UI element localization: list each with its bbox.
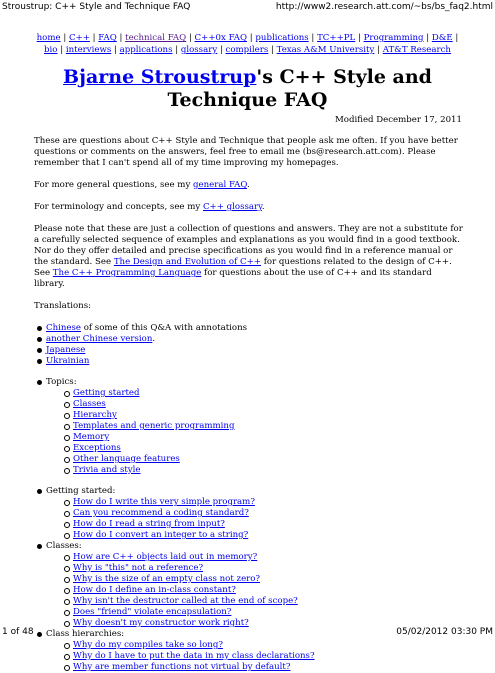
- nav-link-d-e[interactable]: D&E: [431, 33, 453, 43]
- translation-item: [34, 356, 464, 367]
- translation-item: Chinese of some of this Q&A with annotations: [34, 323, 464, 334]
- question-link[interactable]: How do I read a string from input?: [73, 519, 225, 529]
- question-item: [62, 497, 464, 508]
- translations-label: Translations:: [34, 301, 91, 311]
- question-link[interactable]: Why isn't the destructor called at the end of scope?: [73, 596, 298, 606]
- question-item: [62, 574, 464, 585]
- topic-link[interactable]: Templates and generic programming: [73, 421, 235, 431]
- nav-separator: |: [172, 45, 181, 55]
- topic-link[interactable]: Trivia and style: [73, 465, 141, 475]
- print-footer: [0, 624, 495, 640]
- question-item: [62, 519, 464, 530]
- print-header: [0, 0, 495, 16]
- note-paragraph: Please note that these are just a collection of questions and answers. They are not a substitute for a carefully selected sequence of examples and explanations as you would find in a good textbook. Nor do they offer detailed and precise specifications as you would find in a reference manual or the standard. See The Design and Evolution of C++ for questions related to the design of C++. See The C++ Programming Language for questions about the use of C++ and its standard library.: [34, 224, 463, 289]
- question-item: [62, 640, 464, 651]
- question-link[interactable]: How do I convert an integer to a string?: [73, 530, 249, 540]
- question-item: [62, 651, 464, 662]
- section-item: [34, 486, 464, 541]
- translations-list: [34, 323, 464, 367]
- page-title: [20, 66, 475, 112]
- page-number: 1 of 48: [2, 627, 34, 637]
- general-faq-paragraph: For more general questions, see my general FAQ.: [34, 180, 250, 190]
- nav-link-c-0x-faq[interactable]: C++0x FAQ: [194, 33, 248, 43]
- nav-separator: |: [268, 45, 277, 55]
- print-datetime: 05/02/2012 03:30 PM: [396, 627, 493, 637]
- list-item: Topics: Getting started Classes Hierarchy Templates and generic programming Memory Exceptions Other language features Trivia and style: [34, 377, 464, 476]
- question-item: [62, 662, 464, 673]
- modified-date: Modified December 17, 2011: [335, 115, 462, 125]
- nav-separator: |: [452, 33, 459, 43]
- intro-paragraph: These are questions about C++ Style and Technique that people ask me often. If you have better questions or comments on the answers, feel free to email me (bs@research.att.com). Please remember that I can't spend all of my time improving my homepages.: [34, 136, 458, 168]
- nav-separator: |: [111, 45, 120, 55]
- question-item: [62, 530, 464, 541]
- author-link[interactable]: Bjarne Stroustrup: [63, 66, 257, 88]
- general-faq-link[interactable]: general FAQ: [193, 180, 248, 190]
- topic-item: [62, 465, 464, 476]
- topic-item: [62, 443, 464, 454]
- question-link[interactable]: How are C++ objects laid out in memory?: [73, 552, 258, 562]
- question-link[interactable]: Why do my compiles take so long?: [73, 640, 223, 650]
- nav-link-texas-a-m-university[interactable]: Texas A&M University: [276, 45, 375, 55]
- topics-list: [34, 377, 464, 476]
- translation-link[interactable]: Chinese: [46, 323, 81, 333]
- nav-separator: |: [186, 33, 195, 43]
- nav-separator: |: [116, 33, 126, 43]
- nav-separator: |: [423, 33, 432, 43]
- nav-separator: |: [60, 33, 69, 43]
- question-link[interactable]: Why doesn't my constructor work right?: [73, 618, 249, 628]
- nav-link-at-t-research[interactable]: AT&T Research: [382, 45, 451, 55]
- nav-link-home[interactable]: home: [36, 33, 61, 43]
- topic-link[interactable]: Memory: [73, 432, 110, 442]
- question-link[interactable]: Why do I have to put the data in my class declarations?: [73, 651, 315, 661]
- nav-link-technical-faq[interactable]: technical FAQ: [125, 33, 187, 43]
- main-content: [34, 136, 464, 673]
- design-evolution-link[interactable]: The Design and Evolution of C++: [113, 257, 261, 267]
- nav-link-faq[interactable]: FAQ: [98, 33, 117, 43]
- question-link[interactable]: Why are member functions not virtual by default?: [73, 662, 291, 672]
- nav-separator: |: [308, 33, 318, 43]
- nav-link-glossary[interactable]: glossary: [180, 45, 218, 55]
- topic-item: [62, 410, 464, 421]
- nav-link-publications[interactable]: publications: [255, 33, 309, 43]
- glossary-link[interactable]: C++ glossary: [202, 202, 262, 212]
- section-label: Class hierarchies:: [46, 629, 125, 639]
- question-link[interactable]: Why is "this" not a reference?: [73, 563, 204, 573]
- nav-link-interviews[interactable]: interviews: [65, 45, 112, 55]
- question-link[interactable]: Why is the size of an empty class not zero?: [73, 574, 261, 584]
- programming-language-link[interactable]: The C++ Programming Language: [52, 268, 202, 278]
- section-label: Getting started:: [46, 486, 116, 496]
- nav-separator: |: [89, 33, 99, 43]
- topic-item: [62, 421, 464, 432]
- sections-list: [34, 486, 464, 673]
- glossary-paragraph: For terminology and concepts, see my C++ glossary.: [34, 202, 265, 212]
- topic-link[interactable]: Hierarchy: [73, 410, 117, 420]
- topic-item: [62, 388, 464, 399]
- topic-link[interactable]: Getting started: [73, 388, 140, 398]
- translation-link[interactable]: another Chinese version: [46, 334, 153, 344]
- nav-link-compilers[interactable]: compilers: [225, 45, 269, 55]
- nav-link-programming[interactable]: Programming: [363, 33, 424, 43]
- question-item: [62, 508, 464, 519]
- translation-link[interactable]: Japanese: [46, 345, 86, 355]
- section-label: Classes:: [46, 541, 82, 551]
- nav-link-tc-pl[interactable]: TC++PL: [317, 33, 356, 43]
- nav-separator: |: [374, 45, 383, 55]
- header-title: Stroustrup: C++ Style and Technique FAQ: [2, 2, 191, 12]
- nav-link-c-[interactable]: C++: [68, 33, 90, 43]
- translation-item: another Chinese version.: [34, 334, 464, 345]
- nav-separator: |: [57, 45, 66, 55]
- translation-item: [34, 345, 464, 356]
- topic-item: [62, 399, 464, 410]
- header-url: http://www2.research.att.com/~bs/bs_faq2.html: [275, 2, 493, 12]
- nav-link-applications[interactable]: applications: [119, 45, 173, 55]
- question-item: [62, 585, 464, 596]
- topic-link[interactable]: Classes: [73, 399, 106, 409]
- question-item: [62, 563, 464, 574]
- question-link[interactable]: How do I write this very simple program?: [73, 497, 255, 507]
- question-link[interactable]: How do I define an in-class constant?: [73, 585, 236, 595]
- topic-link[interactable]: Exceptions: [73, 443, 121, 453]
- translation-link[interactable]: Ukrainian: [46, 356, 90, 366]
- topic-link[interactable]: Other language features: [73, 454, 180, 464]
- question-item: [62, 596, 464, 607]
- question-item: [62, 552, 464, 563]
- question-link[interactable]: Can you recommend a coding standard?: [73, 508, 249, 518]
- title-rest: 's C++ Style and Technique FAQ: [167, 66, 432, 111]
- question-item: [62, 607, 464, 618]
- topic-item: [62, 454, 464, 465]
- nav-separator: |: [247, 33, 256, 43]
- section-item: [34, 541, 464, 629]
- nav-separator: |: [355, 33, 364, 43]
- top-navigation: [30, 32, 465, 56]
- nav-link-bio[interactable]: bio: [44, 45, 58, 55]
- topic-item: [62, 432, 464, 443]
- question-link[interactable]: Does "friend" violate encapsulation?: [73, 607, 232, 617]
- nav-separator: |: [217, 45, 226, 55]
